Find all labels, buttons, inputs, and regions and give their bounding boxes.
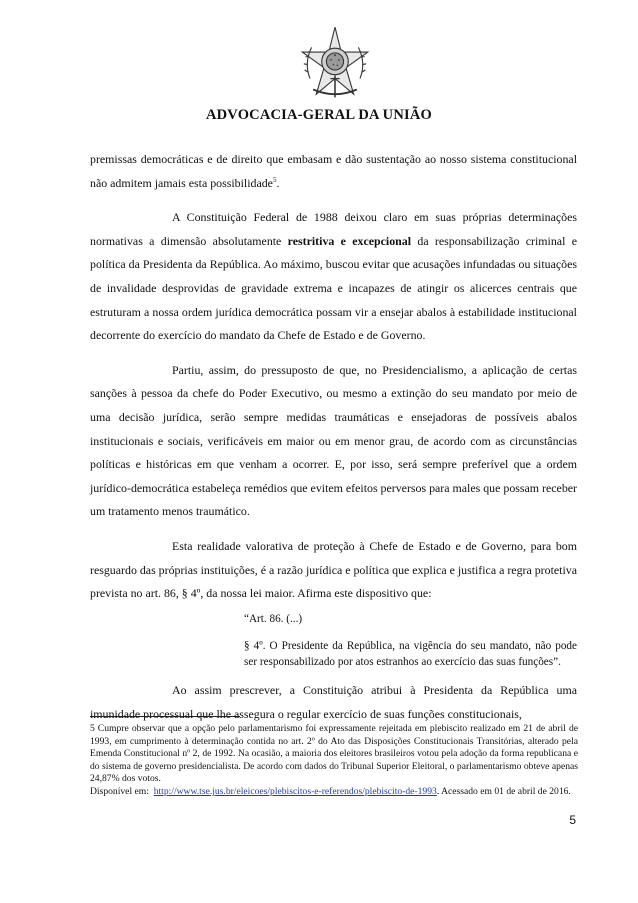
paragraph-1 <box>90 148 577 195</box>
paragraph-2 <box>90 206 577 348</box>
paragraph-1-end: . <box>276 175 280 190</box>
document-body <box>90 148 577 726</box>
footnote-available-label: Disponível em: <box>90 785 149 797</box>
page-header-title: ADVOCACIA-GERAL DA UNIÃO <box>205 107 433 123</box>
footnote-text: Cumpre observar que a opção pelo parlamentarismo foi expressamente rejeitada em plebiscito realizado em 21 de abril de 1993, em cumprimento à determinação contida no art. 2º do Ato das Disposições Constitucionais Transitórias, alterado pela Emenda Constitucional nº 2, de 1992. Na ocasião, a maioria dos eleitores brasileiros votou pela adoção da forma republicana e do sistema de governo presidencialista. De acordo com dados do Tribunal Superior Eleitoral, o parlamentarismo obteve apenas 24,87% dos votos. <box>90 723 578 785</box>
paragraph-1-text: premissas democráticas e de direito que embasam e dão sustentação ao nosso sistema constitucional não admitem jamais esta possibilidade <box>90 152 577 190</box>
footnote-reference[interactable]: 5 <box>272 175 277 184</box>
quote-line-1: “Art. 86. (...) <box>244 612 303 625</box>
quote-line-2: § 4º. O Presidente da República, na vigência do seu mandato, não pode ser responsabilizado por atos estranhos ao exercício das suas funções”. <box>244 640 577 668</box>
paragraph-2-before: A Constituição Federal de 1988 deixou claro em suas próprias determinações normativas a dimensão absolutamente <box>90 210 577 248</box>
paragraph-5: Ao assim prescrever, a Constituição atribui à Presidenta da República uma imunidade processual que lhe assegura o regular exercício de suas funções constitucionais, <box>90 683 577 721</box>
paragraph-3: Partiu, assim, do pressuposto de que, no Presidencialismo, a aplicação de certas sanções à pessoa da chefe do Poder Executivo, ou mesmo a extinção do seu mandato por meio de uma decisão jurídica, serão sempre medidas traumáticas e ensejadoras de possíveis abalos institucionais e sociais, verificáveis em maior ou em menor grau, de acordo com as circunstâncias políticas e históricas em que venham a ocorrer. E, por isso, será sempre preferível que a ordem jurídico-democrática estabeleça remédios que evitem efeitos perversos para males que possam receber um tratamento menos traumático. <box>90 362 577 519</box>
page-number: 5 <box>569 813 576 827</box>
paragraph-2-after: da responsabilização criminal e política da Presidenta da República. Ao máximo, buscou evitar que acusações infundadas ou situações de invalidade desprovidas de gravidade extrema e incapazes de atingir os alicerces centrais que estruturam a nossa ordem jurídica democrática possam vir a ensejar abalos à estabilidade institucional decorrente do exercício do mandato da Chefe de Estado e de Governo. <box>90 233 577 343</box>
footnote-divider <box>90 716 240 717</box>
footnote <box>90 723 578 799</box>
footnote-access-date: . Acessado em 01 de abril de 2016. <box>436 785 571 797</box>
constitution-quote <box>244 612 577 671</box>
paragraph-2-emphasis: restritiva e excepcional <box>287 233 412 248</box>
brazil-coat-of-arms-icon <box>296 24 374 102</box>
footnote-number: 5 <box>90 723 95 734</box>
footnote-link[interactable]: http://www.tse.jus.br/eleicoes/plebiscitos-e-referendos/plebiscito-de-1993 <box>153 785 437 797</box>
paragraph-4: Esta realidade valorativa de proteção à Chefe de Estado e de Governo, para bom resguardo das próprias instituições, é a razão jurídica e política que explica e justifica a regra protetiva prevista no art. 86, § 4º, da nossa lei maior. Afirma este dispositivo que: <box>90 538 577 601</box>
